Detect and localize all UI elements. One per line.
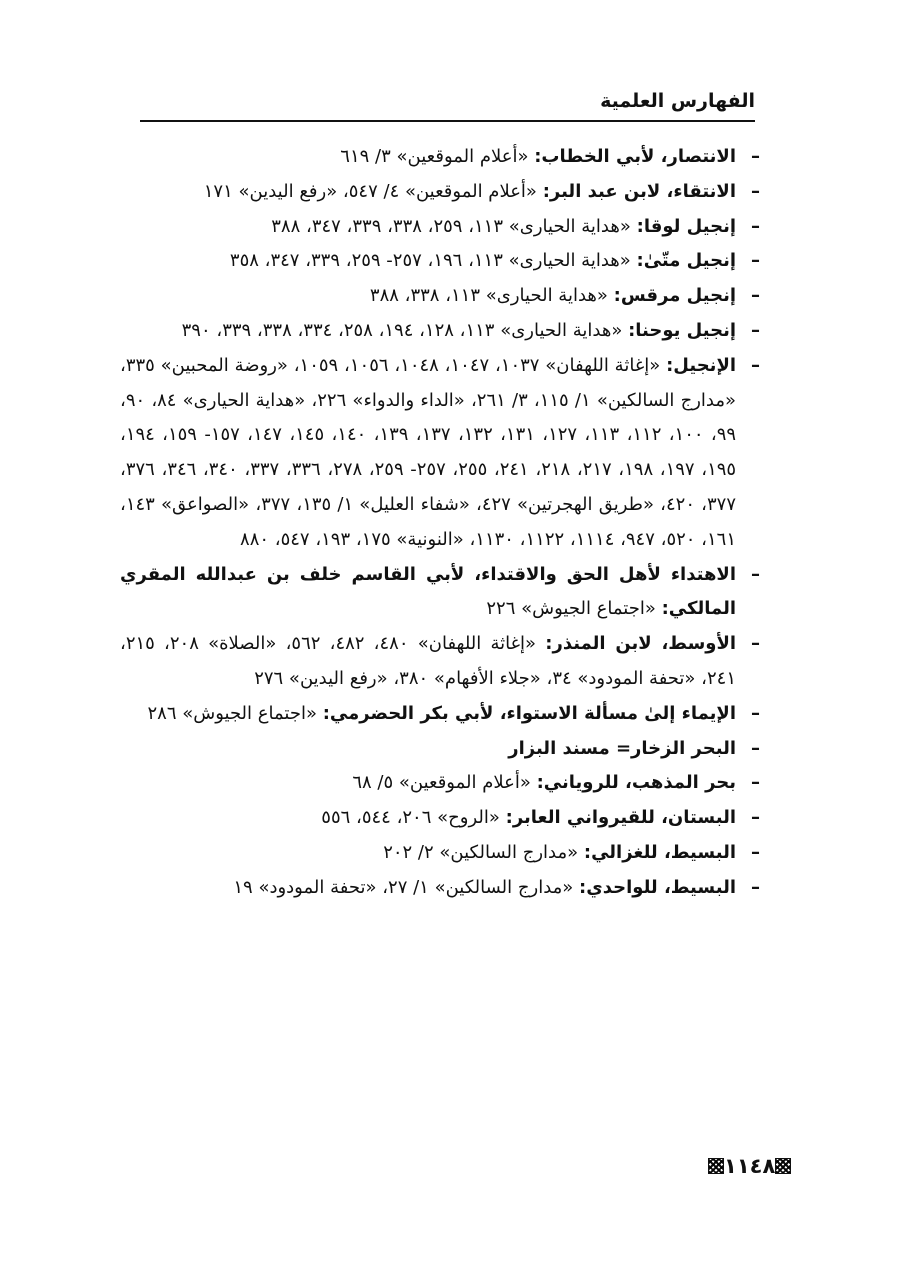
entry-refs: «هداية الحيارى» ١١٣، ١٩٦، ٢٥٧- ٢٥٩، ٣٣٩، ٣٤٧، ٣٥٨: [229, 250, 631, 272]
entry-title: البحر الزخار= مسند البزار: [508, 737, 736, 759]
entry-refs: «اجتماع الجيوش» ٢٢٦: [486, 598, 656, 620]
index-entries: [120, 140, 760, 906]
entry-title: الإنجيل:: [666, 354, 737, 376]
running-header: [140, 88, 755, 122]
entry-refs: «أعلام الموقعين» ٣/ ٦١٩: [340, 146, 529, 167]
entry-refs: «أعلام الموقعين» ٤/ ٥٤٧، «رفع اليدين» ١٧١: [203, 180, 537, 202]
ornament-icon: [775, 1158, 791, 1174]
index-entry: – الأوسط، لابن المنذر: «إغاثة اللهفان» ٤٨٠، ٤٨٢، ٥٦٢، «الصلاة» ٢٠٨، ٢١٥، ٢٤١، «تحفة المودود» ٣٤، «جلاء الأفهام» ٣٨٠، «رفع اليدين» ٢٧٦: [120, 633, 760, 689]
entry-refs: «هداية الحيارى» ١١٣، ١٢٨، ١٩٤، ٢٥٨، ٣٣٤، ٣٣٨، ٣٣٩، ٣٩٠: [181, 319, 623, 341]
entry-refs: «اجتماع الجيوش» ٢٨٦: [147, 702, 317, 724]
page-number-value: ١١٤٨: [724, 1154, 776, 1178]
running-header-title: الفهارس العلمية: [600, 90, 755, 112]
entry-title: البستان، للقيرواني العابر:: [505, 807, 736, 829]
entry-title: الإيماء إلىٰ مسألة الاستواء، لأبي بكر الحضرمي:: [322, 702, 736, 724]
index-entry: – البسيط، للواحدي: «مدارج السالكين» ١/ ٢٧، «تحفة المودود» ١٩: [233, 876, 760, 898]
entry-refs: «هداية الحيارى» ١١٣، ٣٣٨، ٣٨٨: [369, 285, 608, 307]
index-entry: – الإنجيل: «إغاثة اللهفان» ١٠٣٧، ١٠٤٧، ١٠٤٨، ١٠٥٦، ١٠٥٩، «روضة المحبين» ٣٣٥، «مدارج السالكين» ١/ ١١٥، ٣/ ٢٦١، «الداء والدواء» ٢٢٦، «هداية الحيارى» ٨٤، ٩٠، ٩٩، ١٠٠، ١١٢، ١١٣، ١٢٧، ١٣١، ١٣٢، ١٣٧، ١٣٩، ١٤٠، ١٤٥، ١٤٧، ١٥٧- ١٥٩، ١٩٤، ١٩٥، ١٩٧، ١٩٨، ٢١٧، ٢١٨، ٢٤١، ٢٥٥، ٢٥٧- ٢٥٩، ٢٧٨، ٣٣٦، ٣٣٧، ٣٤٠، ٣٤٦، ٣٧٦، ٣٧٧، ٤٢٠، «طريق الهجرتين» ٤٢٧، «شفاء العليل» ١/ ١٣٥، ٣٧٧، «الصواعق» ١٤٣، ١٦١، ٥٢٠، ٩٤٧، ١١١٤، ١١٢٢، ١١٣٠، «النونية» ١٧٥، ١٩٣، ٥٤٧، ٨٨٠: [120, 354, 760, 550]
index-entry: – إنجيل متّىٰ: «هداية الحيارى» ١١٣، ١٩٦، ٢٥٧- ٢٥٩، ٣٣٩، ٣٤٧، ٣٥٨: [229, 250, 760, 272]
entry-title: الانتقاء، لابن عبد البر:: [542, 180, 736, 202]
entry-refs: «مدارج السالكين» ٢/ ٢٠٢: [383, 841, 579, 863]
page-number: [708, 1153, 798, 1179]
index-entry: – إنجيل لوقا: «هداية الحيارى» ١١٣، ٢٥٩، ٣٣٨، ٣٣٩، ٣٤٧، ٣٨٨: [271, 215, 760, 237]
entry-refs: «هداية الحيارى» ١١٣، ٢٥٩، ٣٣٨، ٣٣٩، ٣٤٧، ٣٨٨: [271, 215, 631, 237]
entry-title: البسيط، للغزالي:: [583, 841, 736, 863]
index-entry: – الانتصار، لأبي الخطاب: «أعلام الموقعين» ٣/ ٦١٩: [340, 146, 760, 167]
index-entry: – الانتقاء، لابن عبد البر: «أعلام الموقعين» ٤/ ٥٤٧، «رفع اليدين» ١٧١: [203, 180, 760, 202]
index-entry: – إنجيل يوحنا: «هداية الحيارى» ١١٣، ١٢٨، ١٩٤، ٢٥٨، ٣٣٤، ٣٣٨، ٣٣٩، ٣٩٠: [181, 319, 760, 341]
entry-title: بحر المذهب، للروياني:: [536, 772, 736, 794]
index-entry: – البسيط، للغزالي: «مدارج السالكين» ٢/ ٢٠٢: [383, 841, 760, 863]
entry-refs: «أعلام الموقعين» ٥/ ٦٨: [352, 772, 531, 794]
entry-title: الانتصار، لأبي الخطاب:: [534, 146, 736, 167]
entry-refs: «الروح» ٢٠٦، ٥٤٤، ٥٥٦: [321, 807, 500, 829]
index-entry: – الاهتداء لأهل الحق والاقتداء، لأبي القاسم خلف بن عبدالله المقري المالكي: «اجتماع الجيوش» ٢٢٦: [120, 563, 760, 620]
entry-title: البسيط، للواحدي:: [579, 876, 736, 898]
index-entry: – البحر الزخار= مسند البزار: [508, 737, 760, 759]
entry-title: إنجيل لوقا:: [636, 215, 736, 237]
entry-refs: «مدارج السالكين» ١/ ٢٧، «تحفة المودود» ١٩: [233, 876, 574, 898]
entry-title: الاهتداء لأهل الحق والاقتداء، لأبي القاسم خلف بن عبدالله المقري المالكي:: [120, 563, 736, 620]
index-entry: – البستان، للقيرواني العابر: «الروح» ٢٠٦، ٥٤٤، ٥٥٦: [321, 807, 760, 829]
entry-refs: «إغاثة اللهفان» ٤٨٠، ٤٨٢، ٥٦٢، «الصلاة» ٢٠٨، ٢١٥، ٢٤١، «تحفة المودود» ٣٤، «جلاء الأفهام» ٣٨٠، «رفع اليدين» ٢٧٦: [120, 633, 736, 689]
entry-title: الأوسط، لابن المنذر:: [545, 633, 737, 655]
entry-title: إنجيل يوحنا:: [628, 319, 736, 341]
index-entry: – الإيماء إلىٰ مسألة الاستواء، لأبي بكر الحضرمي: «اجتماع الجيوش» ٢٨٦: [147, 702, 760, 724]
entry-title: إنجيل مرقس:: [613, 285, 736, 307]
ornament-icon: [708, 1158, 724, 1174]
header-rule: [140, 120, 755, 122]
index-entry: – إنجيل مرقس: «هداية الحيارى» ١١٣، ٣٣٨، ٣٨٨: [369, 285, 760, 307]
entry-title: إنجيل متّىٰ:: [636, 250, 736, 272]
index-entry: – بحر المذهب، للروياني: «أعلام الموقعين» ٥/ ٦٨: [352, 772, 760, 794]
entry-refs: «إغاثة اللهفان» ١٠٣٧، ١٠٤٧، ١٠٤٨، ١٠٥٦، ١٠٥٩، «روضة المحبين» ٣٣٥، «مدارج السالكين» ١/ ١١٥، ٣/ ٢٦١، «الداء والدواء» ٢٢٦، «هداية الحيارى» ٨٤، ٩٠، ٩٩، ١٠٠، ١١٢، ١١٣، ١٢٧، ١٣١، ١٣٢، ١٣٧، ١٣٩، ١٤٠، ١٤٥، ١٤٧، ١٥٧- ١٥٩، ١٩٤، ١٩٥، ١٩٧، ١٩٨، ٢١٧، ٢١٨، ٢٤١، ٢٥٥، ٢٥٧- ٢٥٩، ٢٧٨، ٣٣٦، ٣٣٧، ٣٤٠، ٣٤٦، ٣٧٦، ٣٧٧، ٤٢٠، «طريق الهجرتين» ٤٢٧، «شفاء العليل» ١/ ١٣٥، ٣٧٧، «الصواعق» ١٤٣، ١٦١، ٥٢٠، ٩٤٧، ١١١٤، ١١٢٢، ١١٣٠، «النونية» ١٧٥، ١٩٣، ٥٤٧، ٨٨٠: [120, 354, 737, 550]
